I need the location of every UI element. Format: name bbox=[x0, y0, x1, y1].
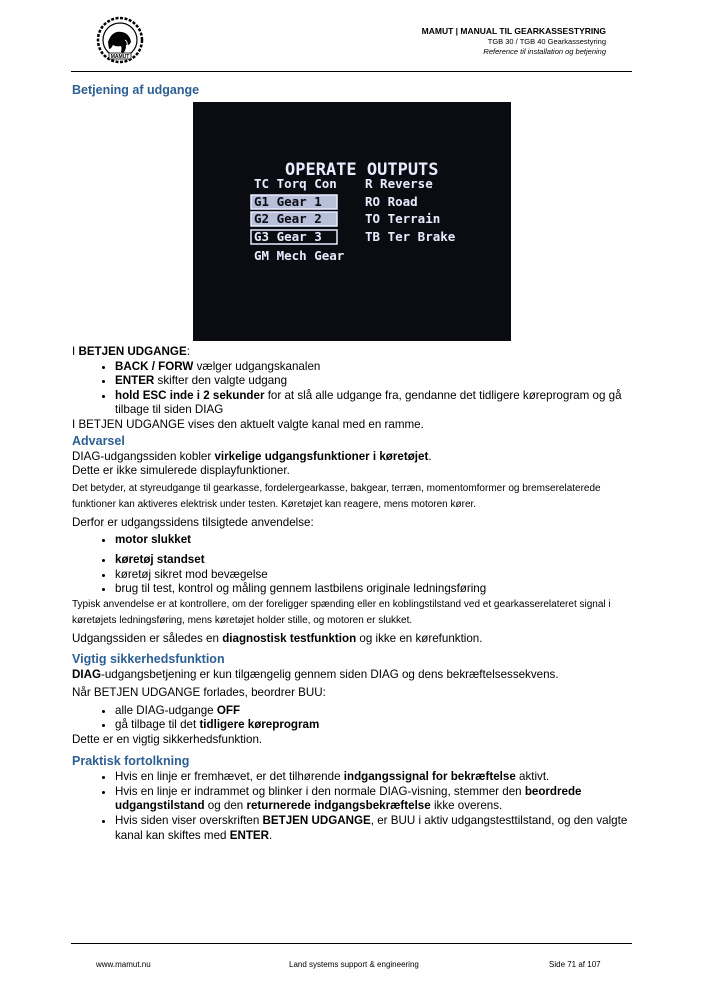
logo-text: MAMUT bbox=[110, 54, 130, 60]
warning-line-2: Dette er ikke simulerede displayfunktioner. bbox=[72, 464, 290, 478]
screen-item-label: G1 Gear 1 bbox=[254, 194, 322, 209]
use-intro: Derfor er udgangssidens tilsigtede anvendelse: bbox=[72, 515, 314, 529]
screen-item-label: TC Torq Con bbox=[254, 176, 337, 191]
footer-tagline: Land systems support & engineering bbox=[289, 960, 419, 969]
list-item: • køretøj standset bbox=[115, 553, 632, 568]
warning-line-1: DIAG-udgangssiden kobler virkelige udgangsfunktioner i køretøjet. bbox=[72, 449, 432, 463]
screen-item-tb: TB Ter Brake bbox=[365, 229, 456, 244]
practical-title: Praktisk fortolkning bbox=[72, 754, 190, 769]
header-reference: Reference til installation og betjening bbox=[483, 47, 606, 56]
list-item: • Hvis en linje er fremhævet, er det tilhørende indgangssignal for bekræftelse aktivt. bbox=[115, 770, 632, 785]
list-item: • motor slukket bbox=[115, 533, 632, 548]
safety-line-2: Når BETJEN UDGANGE forlades, beordrer BUU: bbox=[72, 685, 326, 699]
screen-item-label: G3 Gear 3 bbox=[254, 229, 322, 244]
header-subtitle: TGB 30 / TGB 40 Gearkassestyring bbox=[487, 37, 606, 46]
list-item: • Hvis siden viser overskriften BETJEN UDGANGE, er BUU i aktiv udgangstesttilstand, og den valgte kanal kan skiftes med ENTER. bbox=[115, 814, 632, 843]
mamut-logo bbox=[94, 16, 146, 64]
page-content bbox=[72, 82, 632, 843]
screen-item-g1 bbox=[251, 194, 337, 209]
screen-left-column bbox=[251, 176, 345, 263]
warning-small-2: Typisk anvendelse er at kontrollere, om der foreligger spænding eller en koblingstilstand ved et gearkasserelateret signal i køretøjets ledningsføring, mens køretøjet holder stille, og motoren er slukket. bbox=[72, 598, 611, 627]
screen-item-label: G2 Gear 2 bbox=[254, 211, 322, 226]
display-screenshot bbox=[193, 102, 511, 341]
screen-item-r: R Reverse bbox=[365, 176, 433, 191]
warning-title: Advarsel bbox=[72, 433, 125, 448]
frame-note: I BETJEN UDGANGE vises den aktuelt valgte kanal med en ramme. bbox=[72, 417, 424, 431]
key-list bbox=[72, 360, 632, 418]
safety-title: Vigtig sikkerhedsfunktion bbox=[72, 652, 225, 667]
list-item: • køretøj sikret mod bevægelse bbox=[115, 568, 632, 583]
screen-item-gm bbox=[254, 248, 345, 263]
header-title: MAMUT | MANUAL TIL GEARKASSESTYRING bbox=[421, 26, 606, 36]
footer-page-number: Side 71 af 107 bbox=[549, 960, 601, 969]
header-rule bbox=[71, 71, 632, 72]
use-list bbox=[72, 533, 632, 596]
practical-list bbox=[72, 770, 632, 843]
list-item: • gå tilbage til det tidligere køreprogram bbox=[115, 718, 632, 733]
list-item: • Hvis en linje er indrammet og blinker i den normale DIAG-visning, stemmer den beordrede udgangstilstand og den returnerede indgangsbekræftelse ikke overens. bbox=[115, 785, 632, 814]
list-item: • ENTER skifter den valgte udgang bbox=[115, 374, 632, 389]
footer-website[interactable]: www.mamut.nu bbox=[96, 960, 151, 969]
screen-item-g3 bbox=[251, 229, 337, 244]
section-title: Betjening af udgange bbox=[72, 83, 200, 97]
screen-item-tc bbox=[254, 176, 337, 191]
list-item: • hold ESC inde i 2 sekunder for at slå alle udgange fra, gendanne det tidligere køreprogram og gå tilbage til siden DIAG bbox=[115, 389, 632, 418]
warning-conclusion: Udgangssiden er således en diagnostisk testfunktion og ikke en kørefunktion. bbox=[72, 631, 483, 645]
screen-item-g2 bbox=[251, 211, 337, 226]
screen-item-ro: RO Road bbox=[365, 194, 418, 209]
footer-rule bbox=[71, 943, 632, 944]
screen-title: OPERATE OUTPUTS bbox=[285, 160, 439, 180]
safety-list bbox=[72, 704, 632, 733]
safety-line-1: DIAG-udgangsbetjening er kun tilgængelig gennem siden DIAG og dens bekræftelsessekvens. bbox=[72, 668, 559, 682]
warning-small: Det betyder, at styreudgange til gearkasse, fordelergearkasse, bakgear, terræn, momentomformer og bremserelaterede funktioner kan aktiveres elektrisk under testen. Køretøjet kan reagere, mens motoren kører. bbox=[72, 482, 601, 511]
page-header bbox=[422, 25, 606, 57]
screen-right-column bbox=[365, 176, 456, 244]
list-item: • alle DIAG-udgange OFF bbox=[115, 704, 632, 719]
intro-line: I BETJEN UDGANGE: bbox=[72, 345, 190, 358]
list-item: • brug til test, kontrol og måling gennem lastbilens originale ledningsføring bbox=[115, 582, 632, 597]
list-item: • BACK / FORW vælger udgangskanalen bbox=[115, 360, 632, 375]
safety-line-3: Dette er en vigtig sikkerhedsfunktion. bbox=[72, 732, 263, 746]
screen-item-to: TO Terrain bbox=[365, 211, 441, 226]
screen-item-label: GM Mech Gear bbox=[254, 248, 345, 263]
